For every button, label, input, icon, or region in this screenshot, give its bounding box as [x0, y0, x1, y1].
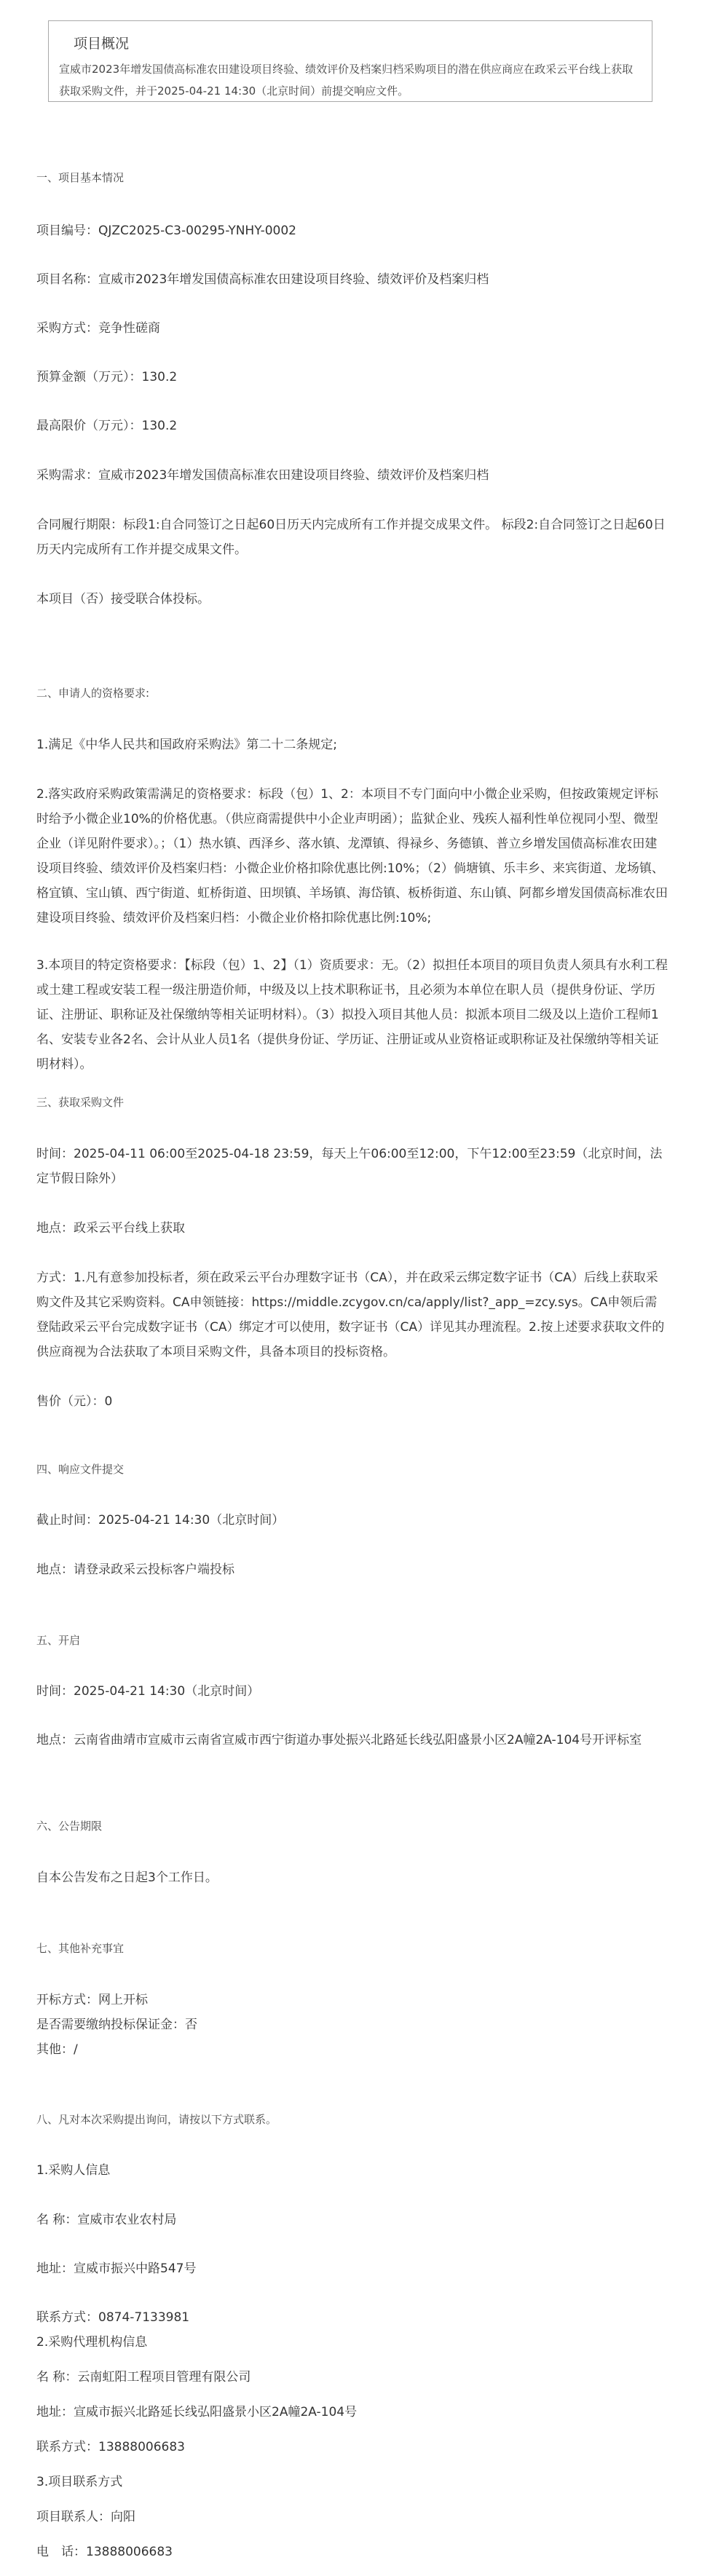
other-info: 其他：/	[36, 2042, 78, 2057]
opening-time: 时间：2025-04-21 14:30（北京时间）	[36, 1684, 260, 1699]
buyer-phone: 联系方式：0874-7133981	[36, 2310, 190, 2325]
budget-amount: 预算金额（万元）：130.2	[36, 370, 178, 384]
overview-title: 项目概况	[74, 36, 130, 52]
document-price: 售价（元）：0	[36, 1394, 113, 1409]
project-contact-phone: 电 话：13888006683	[36, 2545, 173, 2559]
section-1-heading: 一、项目基本情况	[36, 171, 125, 184]
procurement-method: 采购方式：竞争性磋商	[36, 321, 160, 336]
section-3-heading: 三、获取采购文件	[36, 1096, 125, 1109]
qualification-item-1: 1.满足《中华人民共和国政府采购法》第二十二条规定;	[36, 738, 337, 752]
contract-term: 合同履行期限：标段1:自合同签订之日起60日历天内完成所有工作并提交成果文件。 标段2:自合同签订之日起60日历天内完成所有工作并提交成果文件。	[36, 518, 666, 557]
project-number: 项目编号：QJZC2025-C3-00295-YNHY-0002	[36, 224, 296, 238]
buyer-name: 名 称：宣威市农业农村局	[36, 2213, 177, 2227]
section-8-heading: 八、凡对本次采购提出询问，请按以下方式联系。	[36, 2113, 277, 2126]
section-2-heading: 二、申请人的资格要求:	[36, 687, 150, 700]
agent-name: 名 称：云南虹阳工程项目管理有限公司	[36, 2370, 251, 2385]
agent-address: 地址：宣威市振兴北路延长线弘阳盛景小区2A幢2A-104号	[36, 2405, 358, 2419]
opening-mode: 开标方式：网上开标	[36, 1993, 148, 2007]
overview-text: 宣威市2023年增发国债高标准农田建设项目终验、绩效评价及档案归档采购项目的潜在供应商应在政采云平台线上获取获取采购文件，并于2025-04-21 14:30（北京时间）前提交响应文件。	[59, 63, 634, 98]
acquisition-method: 方式：1.凡有意参加投标者，须在政采云平台办理数字证书（CA），并在政采云绑定数字证书（CA）后线上获取采购文件及其它采购资料。CA申领链接：https://middle.zcygov.cn/ca/apply/list?_app_=zcy.sys。CA申领后需登陆政采云平台完成数字证书（CA）绑定才可以使用，数字证书（CA）详见其办理流程。2.按上述要求获取文件的供应商视为合法获取了本项目采购文件，具备本项目的投标资格。	[36, 1271, 665, 1359]
section-5-heading: 五、开启	[36, 1634, 81, 1647]
bid-bond: 是否需要缴纳投标保证金：否	[36, 2018, 197, 2032]
project-overview-box	[48, 20, 652, 102]
procurement-demand: 采购需求：宣威市2023年增发国债高标准农田建设项目终验、绩效评价及档案归档	[36, 468, 489, 483]
project-contact-title: 3.项目联系方式	[36, 2475, 123, 2489]
submission-place: 地点：请登录政采云投标客户端投标	[36, 1562, 234, 1577]
buyer-address: 地址：宣威市振兴中路547号	[36, 2261, 197, 2276]
agent-phone: 联系方式：13888006683	[36, 2440, 185, 2454]
agent-info-title: 2.采购代理机构信息	[36, 2335, 148, 2350]
submission-deadline: 截止时间：2025-04-21 14:30（北京时间）	[36, 1513, 285, 1528]
section-6-heading: 六、公告期限	[36, 1820, 103, 1833]
consortium-note: 本项目（否）接受联合体投标。	[36, 592, 210, 607]
max-price: 最高限价（万元）：130.2	[36, 419, 178, 433]
section-4-heading: 四、响应文件提交	[36, 1463, 125, 1476]
buyer-info-title: 1.采购人信息	[36, 2163, 111, 2178]
section-7-heading: 七、其他补充事宜	[36, 1942, 125, 1955]
qualification-item-3: 3.本项目的特定资格要求：【标段（包）1、2】（1）资质要求：无。（2）拟担任本项目的项目负责人须具有水利工程或土建工程或安装工程一级注册造价师，中级及以上技术职称证书，且必须为本单位在职人员（提供身份证、学历证、注册证、职称证及社保缴纳等相关证明材料）。（3）拟投入项目其他人员：拟派本项目二级及以上造价工程师1名、安装专业各2名、会计从业人员1名（提供身份证、学历证、注册证或从业资格证或职称证及社保缴纳等相关证明材料）。	[36, 958, 668, 1072]
notice-period: 自本公告发布之日起3个工作日。	[36, 1870, 218, 1885]
opening-place: 地点：云南省曲靖市宣威市云南省宣威市西宁街道办事处振兴北路延长线弘阳盛景小区2A幢2A-104号开评标室	[36, 1733, 642, 1747]
acquisition-time: 时间：2025-04-11 06:00至2025-04-18 23:59，每天上午06:00至12:00，下午12:00至23:59（北京时间，法定节假日除外）	[36, 1147, 663, 1186]
project-contact-person: 项目联系人：向阳	[36, 2510, 135, 2524]
project-name: 项目名称：宣威市2023年增发国债高标准农田建设项目终验、绩效评价及档案归档	[36, 272, 489, 287]
qualification-item-2: 2.落实政府采购政策需满足的资格要求：标段（包）1、2：本项目不专门面向中小微企业采购，但按政策规定评标时给予小微企业10%的价格优惠。（供应商需提供中小企业声明函）；监狱企业、残疾人福利性单位视同小型、微型企业（详见附件要求）。；（1）热水镇、西泽乡、落水镇、龙潭镇、得禄乡、务德镇、普立乡增发国债高标准农田建设项目终验、绩效评价及档案归档：小微企业价格扣除优惠比例:10%；（2）倘塘镇、乐丰乡、来宾街道、龙场镇、格宜镇、宝山镇、西宁街道、虹桥街道、田坝镇、羊场镇、海岱镇、板桥街道、东山镇、阿都乡增发国债高标准农田建设项目终验、绩效评价及档案归档：小微企业价格扣除优惠比例:10%;	[36, 787, 668, 925]
acquisition-place: 地点：政采云平台线上获取	[36, 1221, 185, 1236]
